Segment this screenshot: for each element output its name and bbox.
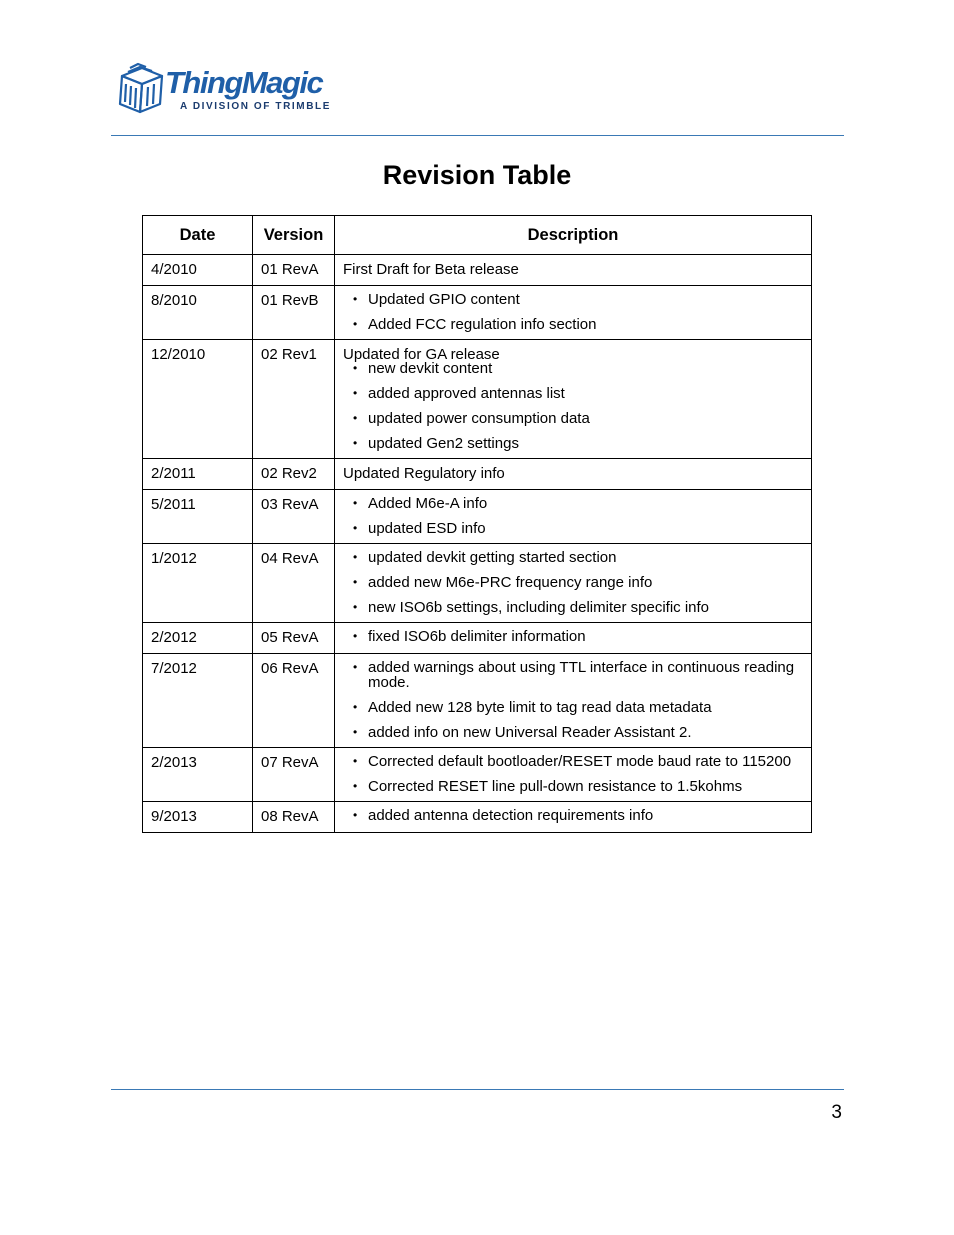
revision-date: 9/2013 — [143, 802, 253, 833]
revision-date: 2/2013 — [143, 748, 253, 802]
description-bullet-list — [343, 808, 803, 823]
description-bullet-list — [343, 496, 803, 536]
revision-description — [335, 340, 812, 459]
description-bullet: • Updated GPIO content — [343, 292, 803, 307]
revision-description — [335, 255, 812, 286]
thingmagic-logo — [116, 60, 346, 120]
description-text: First Draft for Beta release — [343, 261, 519, 278]
revision-version: 08 RevA — [253, 802, 335, 833]
revision-version: 02 Rev2 — [253, 459, 335, 490]
table-row — [143, 459, 812, 490]
description-bullet: • added info on new Universal Reader Assistant 2. — [343, 725, 803, 740]
revision-description — [335, 490, 812, 544]
table-row — [143, 340, 812, 459]
description-text: Updated for GA release — [343, 346, 500, 363]
header-rule — [111, 135, 844, 136]
revision-description — [335, 623, 812, 654]
revision-date: 7/2012 — [143, 654, 253, 748]
table-row — [143, 544, 812, 623]
revision-date: 2/2012 — [143, 623, 253, 654]
table-row — [143, 490, 812, 544]
description-bullet: • Corrected default bootloader/RESET mode baud rate to 115200 — [343, 754, 803, 769]
table-row — [143, 802, 812, 833]
revision-date: 4/2010 — [143, 255, 253, 286]
description-bullet: • added antenna detection requirements info — [343, 808, 803, 823]
description-bullet: • added approved antennas list — [343, 386, 803, 401]
description-bullet: • new ISO6b settings, including delimiter specific info — [343, 600, 803, 615]
column-header-date: Date — [143, 216, 253, 255]
revision-version: 07 RevA — [253, 748, 335, 802]
description-bullet: • updated devkit getting started section — [343, 550, 803, 565]
description-bullet: • Added new 128 byte limit to tag read data metadata — [343, 700, 803, 715]
description-bullet: • updated ESD info — [343, 521, 803, 536]
description-bullet-list — [343, 754, 803, 794]
revision-table — [142, 215, 812, 833]
revision-date: 8/2010 — [143, 286, 253, 340]
page-number: 3 — [831, 1102, 842, 1123]
logo-subtitle: A DIVISION OF TRIMBLE — [180, 101, 332, 112]
revision-description — [335, 654, 812, 748]
table-header-row — [143, 216, 812, 255]
description-text: Updated Regulatory info — [343, 465, 505, 482]
description-bullet-list — [343, 361, 803, 451]
revision-version: 02 Rev1 — [253, 340, 335, 459]
revision-description — [335, 748, 812, 802]
revision-date: 12/2010 — [143, 340, 253, 459]
column-header-description: Description — [335, 216, 812, 255]
description-bullet: • added new M6e-PRC frequency range info — [343, 575, 803, 590]
description-bullet: • Added M6e-A info — [343, 496, 803, 511]
revision-date: 5/2011 — [143, 490, 253, 544]
column-header-version: Version — [253, 216, 335, 255]
description-bullet: • updated power consumption data — [343, 411, 803, 426]
revision-date: 1/2012 — [143, 544, 253, 623]
revision-description — [335, 802, 812, 833]
revision-description — [335, 286, 812, 340]
table-row — [143, 286, 812, 340]
footer-rule — [111, 1089, 844, 1090]
logo-wordmark: ThingMagic — [165, 65, 323, 100]
revision-version: 01 RevB — [253, 286, 335, 340]
revision-date: 2/2011 — [143, 459, 253, 490]
description-bullet: • new devkit content — [343, 361, 803, 376]
description-bullet-list — [343, 629, 803, 644]
description-bullet: • Corrected RESET line pull-down resistance to 1.5kohms — [343, 779, 803, 794]
revision-version: 05 RevA — [253, 623, 335, 654]
table-row — [143, 748, 812, 802]
revision-description — [335, 459, 812, 490]
description-bullet: • Added FCC regulation info section — [343, 317, 803, 332]
table-row — [143, 255, 812, 286]
table-row — [143, 654, 812, 748]
cube-logo-icon — [116, 60, 166, 118]
description-bullet: • added warnings about using TTL interface in continuous reading mode. — [343, 660, 803, 690]
description-bullet-list — [343, 292, 803, 332]
revision-version: 06 RevA — [253, 654, 335, 748]
page-title: Revision Table — [382, 160, 572, 190]
description-bullet: • fixed ISO6b delimiter information — [343, 629, 803, 644]
description-bullet-list — [343, 660, 803, 740]
revision-version: 04 RevA — [253, 544, 335, 623]
revision-version: 03 RevA — [253, 490, 335, 544]
revision-version: 01 RevA — [253, 255, 335, 286]
revision-description — [335, 544, 812, 623]
revision-table-body — [143, 255, 812, 833]
description-bullet: • updated Gen2 settings — [343, 436, 803, 451]
table-row — [143, 623, 812, 654]
description-bullet-list — [343, 550, 803, 615]
